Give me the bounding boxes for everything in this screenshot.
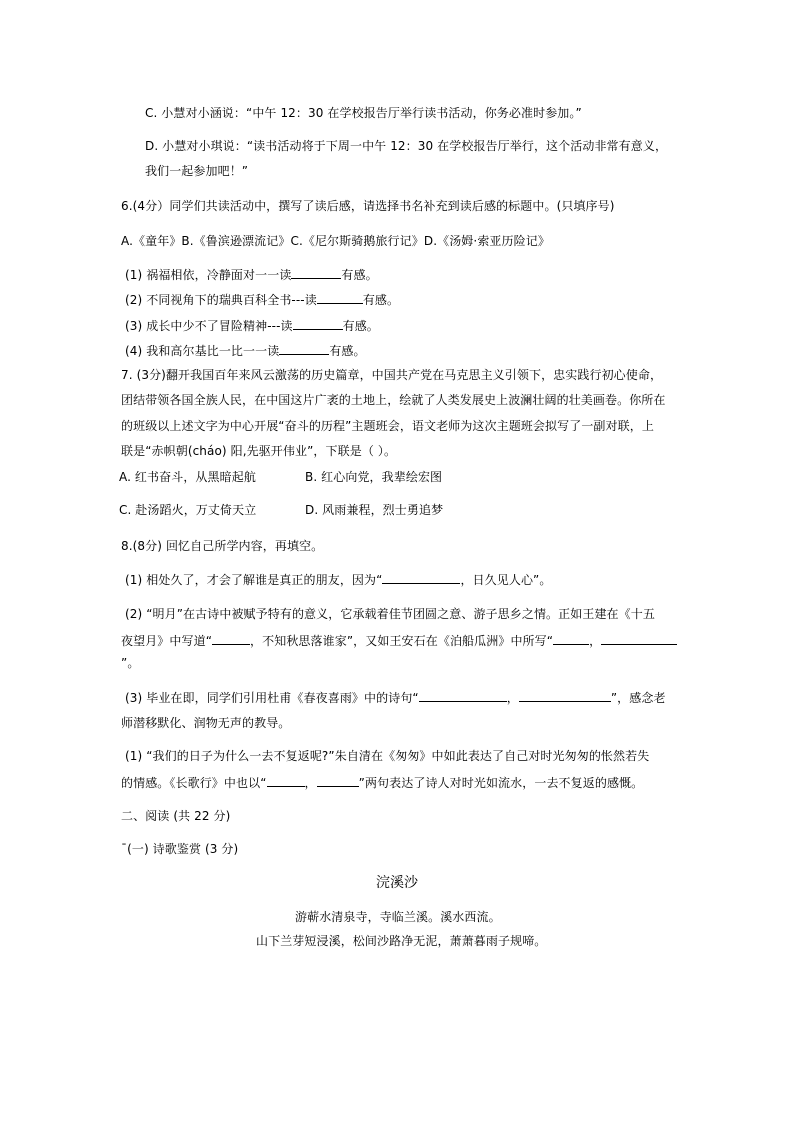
q6-item-1: (1) 祸福相依，冷静面对一一读 有感。 (125, 268, 378, 282)
q8-stem: 8.(8分) 回忆自己所学内容，再填空。 (121, 539, 324, 553)
q7-line-1: 7. (3分)翻开我国百年来风云激荡的历史篇章，中国共产党在马克思主义引领下，忠实践行初心使命， (121, 368, 663, 382)
q5-option-d-line2: 我们一起参加吧！” (145, 164, 249, 178)
q7-option-a: A. 红书奋斗，从黑暗起航 (119, 470, 256, 484)
q6-item-2: (2) 不同视角下的瑞典百科全书---读 有感。 (125, 293, 400, 307)
answer-blank[interactable] (419, 689, 507, 702)
answer-blank[interactable] (212, 632, 250, 645)
q5-option-c: C. 小慧对小涵说：“中午 12：30 在学校报告厅举行读书活动，你务必准时参加。” (145, 106, 582, 120)
q8-sub-1: (1) 相处久了，才会了解谁是真正的朋友，因为“ ，日久见人心”。 (125, 573, 552, 587)
q6-item-3: (3) 成长中少不了冒险精神---读 有感。 (125, 319, 379, 333)
q8-sub-3-line2: 师潜移默化、润物无声的教导。 (121, 716, 291, 730)
q7-option-c: C. 赴汤蹈火，万丈倚天立 (119, 503, 257, 517)
poem-title: 浣溪沙 (376, 875, 418, 891)
answer-blank[interactable] (291, 266, 341, 279)
poem-line-2: 山下兰芽短浸溪，松间沙路净无泥，萧萧暮雨子规啼。 (256, 934, 547, 948)
q6-stem: 6.(4分）同学们共读活动中，撰写了读后感，请选择书名补充到读后感的标题中。(只填序号) (121, 199, 615, 213)
section-heading-reading: 二、阅读 (共 22 分) (121, 809, 231, 823)
q7-line-3: 的班级以上述文字为中心开展“奋斗的历程”主题班会，语文老师为这次主题班会拟写了一副对联，上 (121, 419, 654, 433)
q6-book-list: A.《童年》B.《鲁滨逊漂流记》C.《尼尔斯骑鹅旅行记》D.《汤姆·索亚历险记》 (121, 234, 550, 248)
q7-line-4: 联是“赤帜朝(cháo) 阳,先驱开伟业”，下联是（ ）。 (121, 444, 397, 458)
answer-blank[interactable] (317, 291, 363, 304)
q6-item-4: (4) 我和高尔基比一比一一读 有感。 (125, 344, 366, 358)
poem-line-1: 游蕲水清泉寺，寺临兰溪。溪水西流。 (295, 910, 501, 924)
answer-blank[interactable] (317, 774, 359, 787)
answer-blank[interactable] (382, 571, 460, 584)
answer-blank[interactable] (519, 689, 611, 702)
q7-option-d: D. 风雨兼程，烈士勇追梦 (305, 503, 444, 517)
q5-option-d-line1: D. 小慧对小琪说：“读书活动将于下周一中午 12：30 在学校报告厅举行，这个活动非常有意义， (145, 139, 668, 153)
q7-line-2: 团结带领各国全族人民，在中国这片广袤的土地上，绘就了人类发展史上波澜壮阔的壮美画卷。你所在 (121, 393, 666, 407)
answer-blank[interactable] (601, 632, 677, 645)
q8-sub-4-line2: 的情感。《长歌行》中也以“ ， ”两句表达了诗人对时光如流水，一去不复返的感慨。 (121, 776, 644, 790)
q8-sub-2-line2: 夜望月》中写道“ ，不知秋思落谁家”，又如王安石在《泊船瓜洲》中所写“ ， (121, 632, 677, 649)
sub-heading-poetry: ˉ(一) 诗歌鉴赏 (3 分) (121, 842, 239, 856)
q8-sub-2-line3: ”。 (121, 656, 140, 670)
q7-option-b: B. 红心向党，我辈绘宏图 (305, 470, 443, 484)
q8-sub-3-line1: (3) 毕业在即，同学们引用杜甫《春夜喜雨》中的诗句“ ， ”，感念老 (125, 691, 666, 705)
answer-blank[interactable] (279, 342, 329, 355)
q8-sub-2-line1: (2) “明月”在古诗中被赋予特有的意义，它承载着佳节团圆之意、游子思乡之情。正如王建在《十五 (125, 607, 655, 621)
answer-blank[interactable] (293, 317, 343, 330)
answer-blank[interactable] (267, 774, 305, 787)
q8-sub-4-line1: (1) “我们的日子为什么一去不复返呢?”朱自清在《匆匆》中如此表达了自己对时光匆匆的怅然若失 (125, 749, 650, 763)
answer-blank[interactable] (553, 632, 589, 645)
